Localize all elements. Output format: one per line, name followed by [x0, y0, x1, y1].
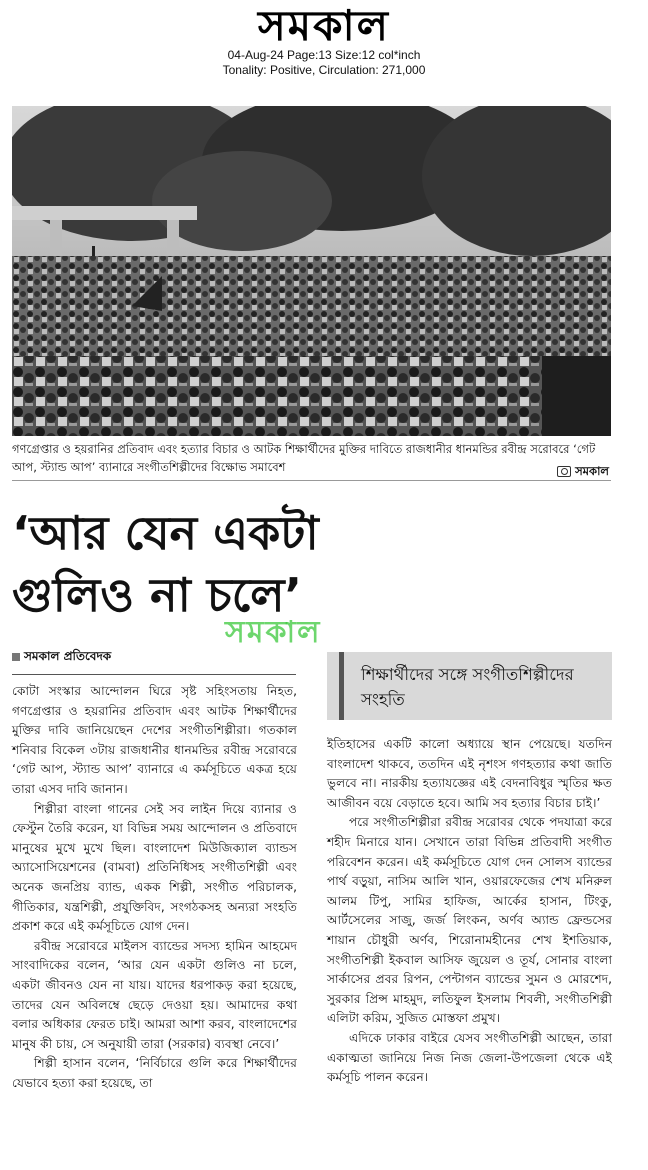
photo-caption: [12, 440, 611, 481]
article-column-1: [12, 682, 297, 1093]
photo-caption-text: গণগ্রেপ্তার ও হয়রানির প্রতিবাদ এবং হত্যার বিচার ও আটক শিক্ষার্থীদের মুক্তির দাবিতে রাজধানীর ধানমন্ডির রবীন্দ্র সরোবরে ‘গেট আপ, স্ট্যান্ড আপ’ ব্যানারে সংগীতশিল্পীদের বিক্ষোভ সমাবেশ: [12, 442, 596, 474]
clipping-meta-date-page: 04-Aug-24 Page:13 Size:12 col*inch: [227, 48, 421, 62]
photo-credit-label: সমকাল: [575, 464, 609, 478]
newspaper-watermark: সমকাল: [225, 615, 322, 650]
newspaper-logo: সমকাল: [258, 1, 390, 50]
paragraph: কোটা সংস্কার আন্দোলন ঘিরে সৃষ্ট সহিংসতায় নিহত, গণগ্রেপ্তার ও হয়রানির প্রতিবাদ এবং আটক শিক্ষার্থীদের মুক্তির দাবি জানিয়েছেন দেশের সংগীতশিল্পীরা। গতকাল শনিবার বিকেল ৩টায় রাজধানীর ধানমন্ডির রবীন্দ্র সরোবরে ‘গেট আপ, স্ট্যান্ড আপ’ ব্যানারে এ কর্মসূচিতে একত্র হয়ে তারা এসব দাবি জানান।: [12, 684, 297, 796]
camera-icon: [557, 466, 571, 477]
paragraph: রবীন্দ্র সরোবরে মাইলস ব্যান্ডের সদস্য হামিন আহমেদ সাংবাদিকের বলেন, ‘আর যেন একটা গুলিও না চলে, একটা জীবনও যেন না যায়। যাদের ধরপাকড় করা হয়েছে, তাদের যেন অবিলম্বে ছেড়ে দেওয়া হয়। আমাদের কথা বলার অধিকার ফেরত চাই। আমরা আশা করব, বাংলাদেশের মানুষ কী চায়, সে অনুযায়ী তারা (সরকার) ব্যবস্থা নেবে।’: [12, 938, 297, 1051]
paragraph: শিল্পীরা বাংলা গানের সেই সব লাইন দিয়ে ব্যানার ও ফেস্টুন তৈরি করেন, যা বিভিন্ন সময় আন্দোলন ও প্রতিবাদে মানুষের মুখে মুখে ছিল। বাংলাদেশ মিউজিক্যাল ব্যান্ডস অ্যাসোসিয়েশনের (বামবা) প্রতিনিধিসহ সংগীতশিল্পী এবং অনেক জনপ্রিয় ব্যান্ড, একক শিল্পী, সংগীত পরিচালক, গীতিকার, যন্ত্রশিল্পী, প্রযুক্তিবিদ, সংগঠকসহ অন্যরা সংহতি প্রকাশ করে এই কর্মসূচিতে যোগ দেন।: [12, 801, 297, 934]
pull-quote-bar: [339, 652, 344, 720]
paragraph: ইতিহাসের একটি কালো অধ্যায়ে স্থান পেয়েছে। যতদিন বাংলাদেশ থাকবে, ততদিন এই নৃশংস গণহত্যার কথা জাতি ভুলবে না। নারকীয় হত্যাযজ্ঞের এই বেদনাবিধুর স্মৃতির ক্ষত আজীবন বয়ে বেড়াতে হবে। আমি সব হত্যার বিচার চাই।’: [327, 737, 612, 810]
byline: [12, 648, 296, 675]
article-headline: ‘আর যেন একটা গুলিও না চলে’: [12, 506, 319, 622]
clipping-meta-tonality: Tonality: Positive, Circulation: 271,000: [222, 63, 426, 77]
byline-square-icon: [12, 653, 20, 661]
paragraph: পরে সংগীতশিল্পীরা রবীন্দ্র সরোবর থেকে পদযাত্রা করে শহীদ মিনারে যান। সেখানে তারা বিভিন্ন প্রতিবাদী সংগীত পরিবেশন করেন। এই কর্মসূচিতে যোগ দেন সোলস ব্যান্ডের পার্থ বড়ুয়া, নাসিম আলি খান, ওয়ারফেজের শেখ মনিরুল আলম টিপু, সামির হাফিজ, আর্কের হাসান, টিংকু, আর্টসেলের সাজু, জর্জ লিংকন, অর্ণব অ্যান্ড ফ্রেন্ডসের শায়ান চৌধুরী অর্ণব, শিরোনামহীনের শেখ ইশতিয়াক, সংগীতশিল্পী ইকবাল আসিফ জুয়েল ও তূর্য, সোনার বাংলা সার্কাসের প্রবর রিপন, পেন্টাগন ব্যান্ডের সুমন ও মোরশেদ, সুরকার প্রিন্স মাহমুদ, লতিফুল ইসলাম শিবলী, সংগীতশিল্পী এলিটা করিম, সুজিত মোস্তফা প্রমুখ।: [327, 815, 612, 1026]
byline-text: সমকাল প্রতিবেদক: [24, 649, 112, 663]
crowd-image: [12, 106, 611, 436]
pull-quote-text: শিক্ষার্থীদের সঙ্গে সংগীতশিল্পীদের সংহতি: [361, 665, 574, 709]
masthead: [0, 1, 648, 78]
paragraph: এদিকে ঢাকার বাইরে যেসব সংগীতশিল্পী আছেন, তারা একাত্মতা জানিয়ে নিজ নিজ জেলা-উপজেলা থেকে এই কর্মসূচি পালন করেন।: [327, 1030, 612, 1085]
photo-credit: [557, 462, 609, 480]
protest-photo: [12, 106, 611, 436]
paragraph: শিল্পী হাসান বলেন, ‘নির্বিচারে গুলি করে শিক্ষার্থীদের যেভাবে হত্যা করা হয়েছে, তা: [12, 1056, 297, 1090]
pull-quote-box: [327, 652, 612, 720]
article-column-2: [327, 735, 612, 1088]
